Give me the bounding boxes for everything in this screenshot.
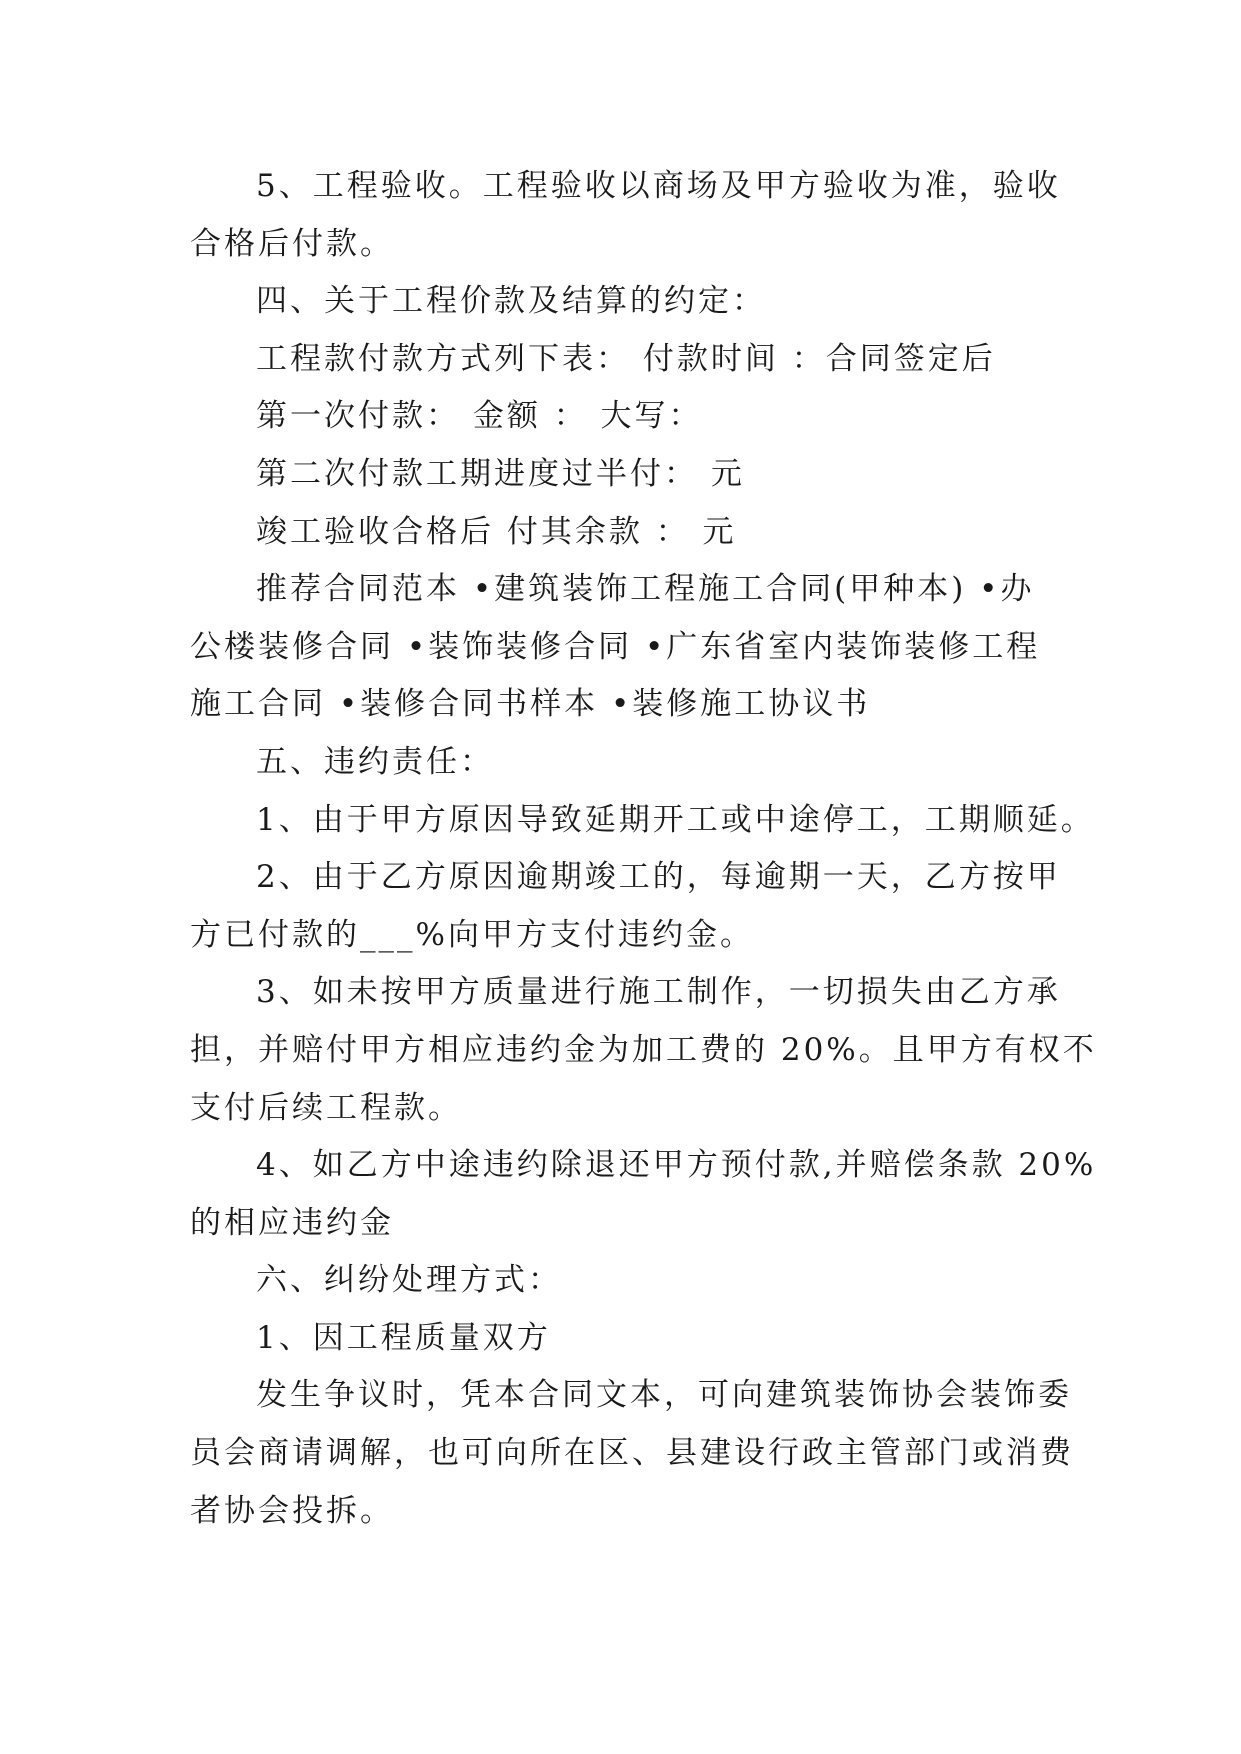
text-line: 公楼装修合同 •装饰装修合同 •广东省室内装饰装修工程 <box>190 628 1041 665</box>
text-line: 2、由于乙方原因逾期竣工的，每逾期一天，乙方按甲 <box>256 859 1061 896</box>
text-line: 担，并赔付甲方相应违约金为加工费的 20%。且甲方有权不 <box>190 1031 1097 1068</box>
text-line: 1、因工程质量双方 <box>256 1319 551 1356</box>
text-line: 第一次付款： 金额 ： 大写： <box>256 398 703 435</box>
text-line: 者协会投拆。 <box>190 1492 394 1529</box>
text-line: 发生争议时，凭本合同文本，可向建筑装饰协会装饰委 <box>256 1377 1072 1414</box>
document-body <box>190 158 1097 1540</box>
text-line: 竣工验收合格后 付其余款 ： 元 <box>256 513 737 550</box>
text-line: 推荐合同范本 •建筑装饰工程施工合同(甲种本) •办 <box>256 571 1035 608</box>
text-line: 5、工程验收。工程验收以商场及甲方验收为准，验收 <box>256 168 1061 204</box>
text-line: 1、由于甲方原因导致延期开工或中途停工，工期顺延。 <box>256 801 1095 838</box>
text-line: 员会商请调解，也可向所在区、县建设行政主管部门或消费 <box>190 1435 1074 1472</box>
text-line: 工程款付款方式列下表： 付款时间 ：合同签定后 <box>256 340 996 377</box>
section-heading: 六、纠纷处理方式： <box>256 1262 562 1299</box>
section-heading: 四、关于工程价款及结算的约定： <box>256 283 766 320</box>
text-line: 第二次付款工期进度过半付： 元 <box>256 455 745 492</box>
text-line: 的相应违约金 <box>190 1204 394 1241</box>
text-line: 支付后续工程款。 <box>190 1089 462 1126</box>
text-line: 合格后付款。 <box>190 225 394 262</box>
section-heading: 五、违约责任： <box>256 743 494 780</box>
text-line: 施工合同 •装修合同书样本 •装修施工协议书 <box>190 686 871 723</box>
text-line: 3、如未按甲方质量进行施工制作，一切损失由乙方承 <box>256 974 1061 1011</box>
text-line: 4、如乙方中途违约除退还甲方预付款,并赔偿条款 20% <box>256 1147 1097 1184</box>
text-line: 方已付款的___%向甲方支付违约金。 <box>190 916 754 953</box>
